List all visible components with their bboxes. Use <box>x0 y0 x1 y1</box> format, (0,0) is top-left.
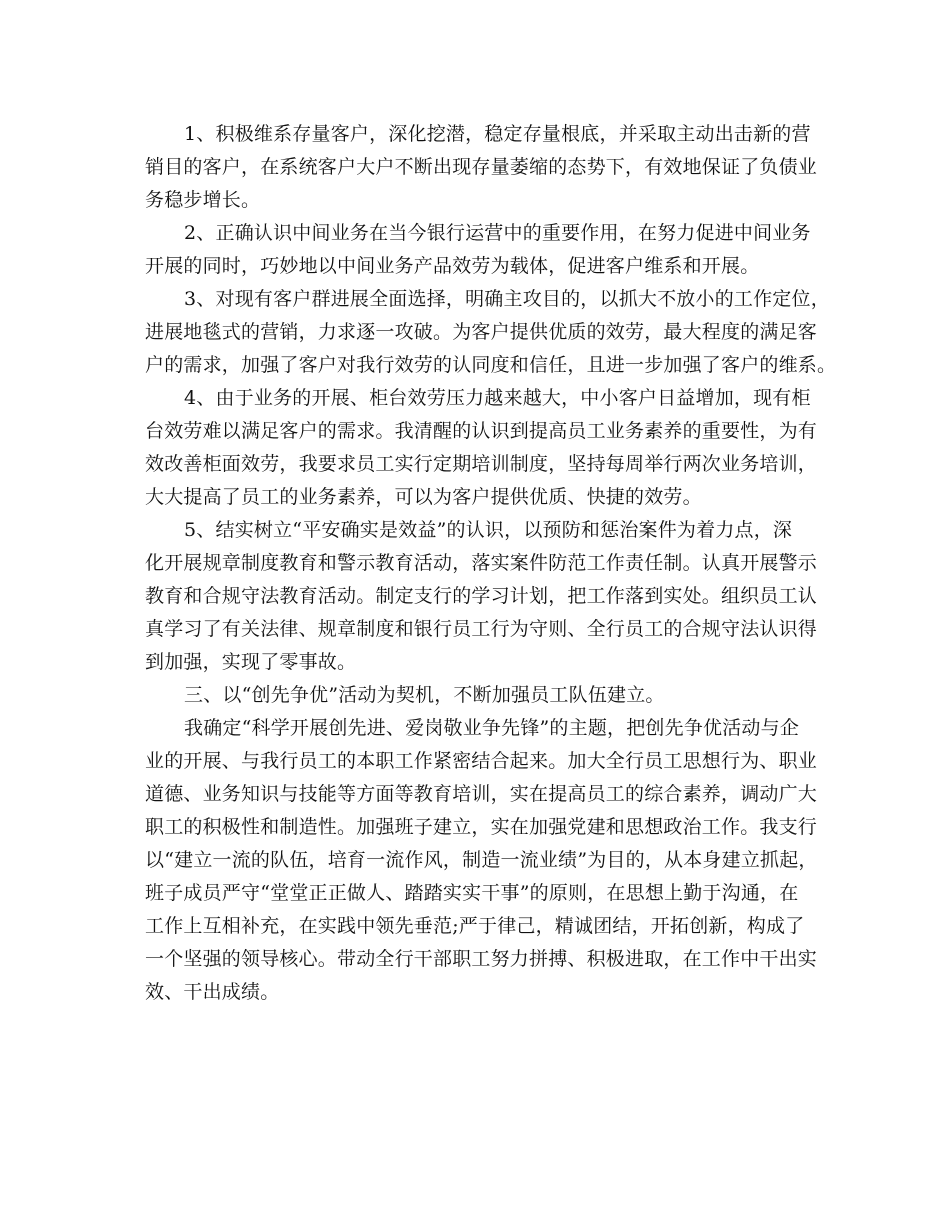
paragraph-line: 户的需求，加强了客户对我行效劳的认同度和信任，且进一步加强了客户的维系。 <box>145 354 837 376</box>
paragraph-line: 业的开展、与我行员工的本职工作紧密结合起来。加大全行员工思想行为、职业 <box>145 750 818 772</box>
paragraph-line: 务稳步增长。 <box>145 189 261 211</box>
paragraph-4 <box>145 382 818 514</box>
paragraph-line: 真学习了有关法律、规章制度和银行员工行为守则、全行员工的合规守法认识得 <box>145 618 818 640</box>
paragraph-line: 台效劳难以满足客户的需求。我清醒的认识到提高员工业务素养的重要性，为有 <box>145 420 818 442</box>
paragraph-line: 销目的客户，在系统客户大户不断出现存量萎缩的态势下，有效地保证了负债业 <box>145 156 818 178</box>
paragraph-6 <box>145 712 818 1009</box>
paragraph-line: 4、由于业务的开展、柜台效劳压力越来越大，中小客户日益增加，现有柜 <box>184 387 811 409</box>
paragraph-line: 效、干出成绩。 <box>145 981 280 1003</box>
paragraph-line: 到加强，实现了零事故。 <box>145 651 357 673</box>
paragraph-line: 教育和合规守法教育活动。制定支行的学习计划，把工作落到实处。组织员工认 <box>145 585 818 607</box>
section-heading-line: 三、以“创先争优”活动为契机，不断加强员工队伍建立。 <box>184 684 665 706</box>
paragraph-line: 我确定“科学开展创先进、爱岗敬业争先锋”的主题，把创先争优活动与企 <box>184 717 800 739</box>
paragraph-3 <box>145 283 837 382</box>
paragraph-line: 一个坚强的领导核心。带动全行干部职工努力拼搏、积极进取，在工作中干出实 <box>145 948 818 970</box>
paragraph-1 <box>145 118 818 217</box>
paragraph-line: 工作上互相补充，在实践中领先垂范;严于律己，精诚团结，开拓创新，构成了 <box>145 915 805 937</box>
paragraph-line: 3、对现有客户群进展全面选择，明确主攻目的，以抓大不放小的工作定位， <box>184 288 830 310</box>
paragraph-line: 职工的积极性和制造性。加强班子建立，实在加强党建和思想政治工作。我支行 <box>145 816 818 838</box>
paragraph-line: 5、结实树立“平安确实是效益”的认识，以预防和惩治案件为着力点，深 <box>184 519 793 541</box>
paragraph-2 <box>145 217 811 283</box>
paragraph-line: 化开展规章制度教育和警示教育活动，落实案件防范工作责任制。认真开展警示 <box>145 552 818 574</box>
paragraph-line: 道德、业务知识与技能等方面等教育培训，实在提高员工的综合素养，调动广大 <box>145 783 818 805</box>
paragraph-line: 2、正确认识中间业务在当今银行运营中的重要作用，在努力促进中间业务 <box>184 222 811 244</box>
paragraph-line: 以“建立一流的队伍，培育一流作风，制造一流业绩”为目的，从本身建立抓起， <box>145 849 818 871</box>
paragraph-line: 进展地毯式的营销，力求逐一攻破。为客户提供优质的效劳，最大程度的满足客 <box>145 321 818 343</box>
paragraph-line: 1、积极维系存量客户，深化挖潜，稳定存量根底，并采取主动出击新的营 <box>184 123 811 145</box>
paragraph-line: 大大提高了员工的业务素养，可以为客户提供优质、快捷的效劳。 <box>145 486 702 508</box>
paragraph-5 <box>145 514 818 679</box>
section-heading <box>145 679 805 712</box>
paragraph-line: 效改善柜面效劳，我要求员工实行定期培训制度，坚持每周举行两次业务培训， <box>145 453 818 475</box>
paragraph-line: 班子成员严守“堂堂正正做人、踏踏实实干事”的原则，在思想上勤于沟通，在 <box>145 882 799 904</box>
document-body <box>145 118 837 1009</box>
paragraph-line: 开展的同时，巧妙地以中间业务产品效劳为载体，促进客户维系和开展。 <box>145 255 760 277</box>
